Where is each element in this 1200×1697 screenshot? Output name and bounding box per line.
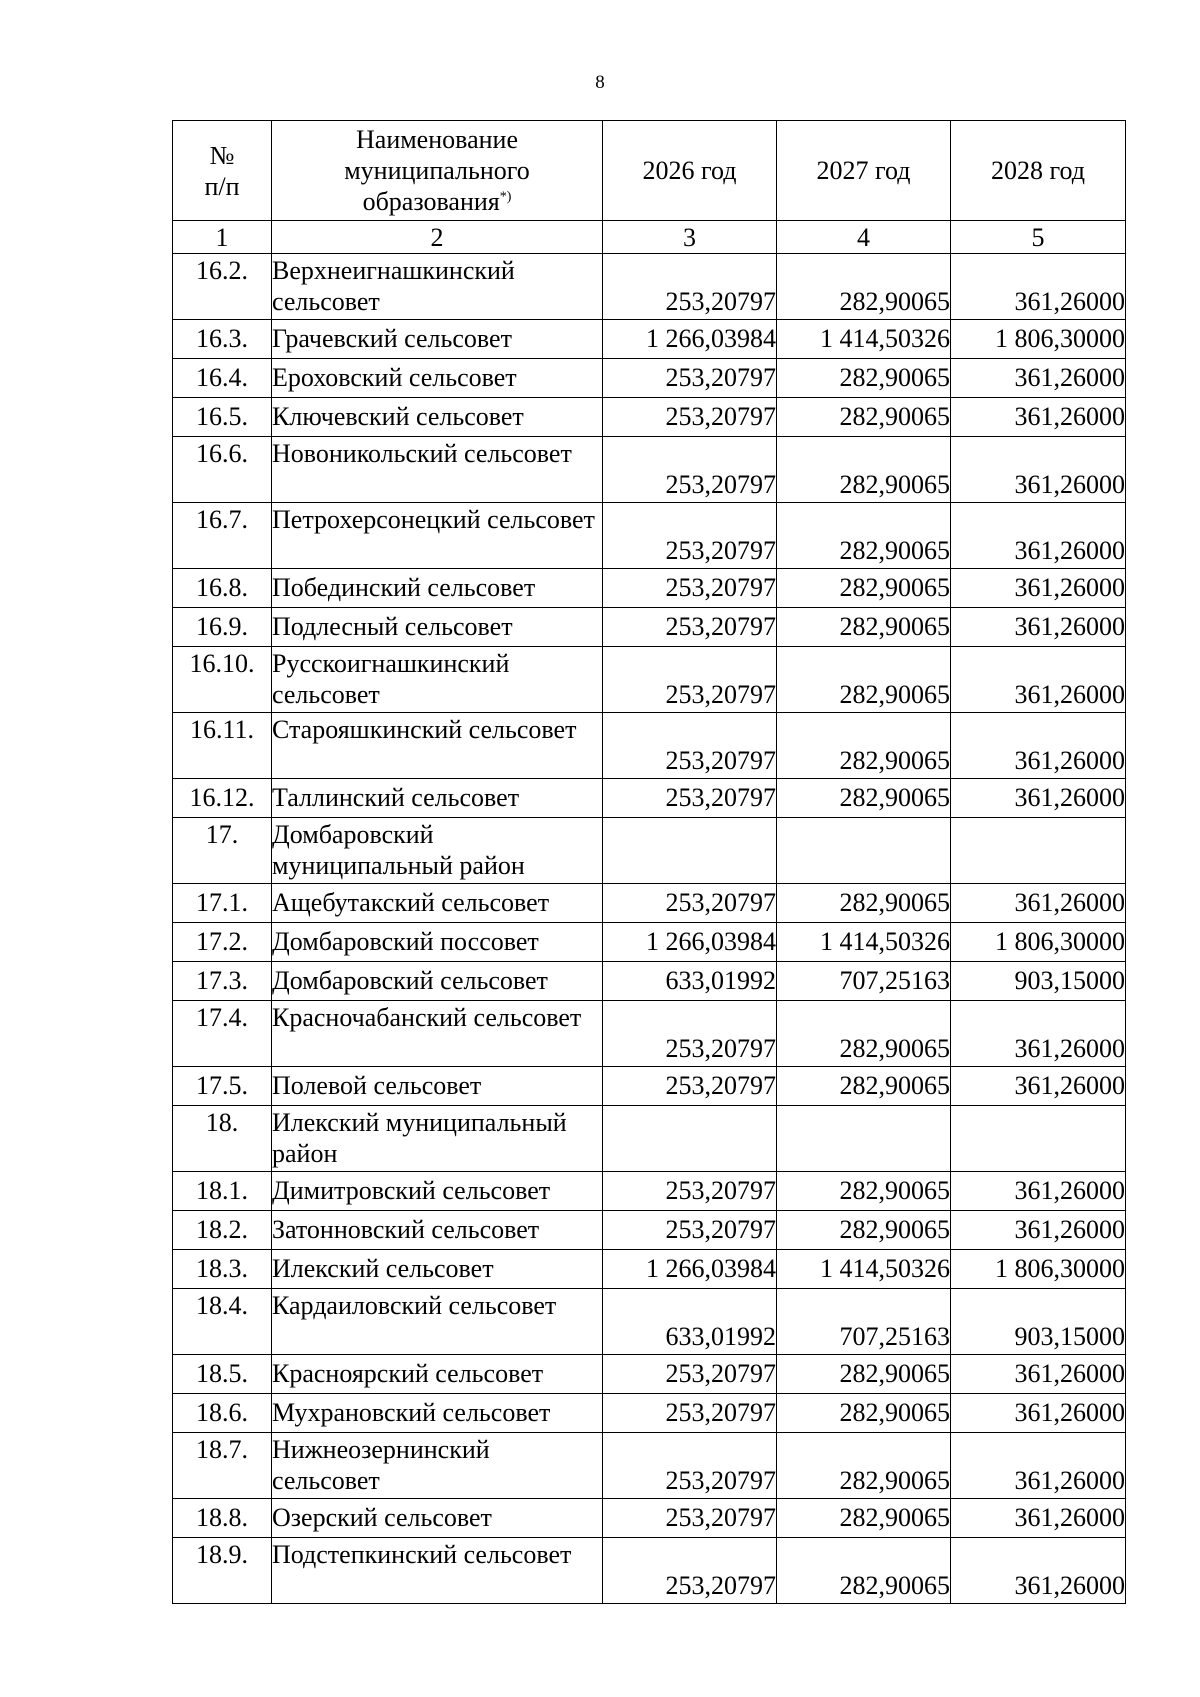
row-number: 17.2. xyxy=(173,923,272,962)
municipality-name: Таллинский сельсовет xyxy=(272,779,603,818)
value-2028 xyxy=(951,818,1126,884)
value-2027: 282,90065 xyxy=(777,1499,951,1538)
table-row xyxy=(173,1289,1126,1355)
value-2026: 253,20797 xyxy=(603,1499,777,1538)
table-row xyxy=(173,713,1126,779)
header-number xyxy=(173,121,272,221)
row-number: 18.4. xyxy=(173,1289,272,1355)
value-2026: 1 266,03984 xyxy=(603,320,777,359)
header-2027: 2027 год xyxy=(777,121,951,221)
value-2028: 361,26000 xyxy=(951,1355,1126,1394)
value-2027: 282,90065 xyxy=(777,1355,951,1394)
value-2027: 282,90065 xyxy=(777,1067,951,1106)
header-2026: 2026 год xyxy=(603,121,777,221)
row-number: 18.8. xyxy=(173,1499,272,1538)
value-2026: 253,20797 xyxy=(603,713,777,779)
value-2026: 253,20797 xyxy=(603,1067,777,1106)
table-row xyxy=(173,1538,1126,1604)
value-2028: 361,26000 xyxy=(951,1067,1126,1106)
value-2028: 1 806,30000 xyxy=(951,923,1126,962)
table-row xyxy=(173,1433,1126,1499)
column-index-cell: 1 xyxy=(173,221,272,254)
municipality-name: Ащебутакский сельсовет xyxy=(272,884,603,923)
row-number: 16.10. xyxy=(173,647,272,713)
value-2028: 1 806,30000 xyxy=(951,320,1126,359)
municipality-name: Красночабанский сельсовет xyxy=(272,1001,603,1067)
value-2026: 253,20797 xyxy=(603,569,777,608)
value-2027: 1 414,50326 xyxy=(777,1250,951,1289)
value-2028: 361,26000 xyxy=(951,608,1126,647)
header-name-footnote-mark: *) xyxy=(499,189,512,205)
municipality-name: Димитровский сельсовет xyxy=(272,1172,603,1211)
municipality-name: Ероховский сельсовет xyxy=(272,359,603,398)
municipality-name: Затонновский сельсовет xyxy=(272,1211,603,1250)
value-2027: 707,25163 xyxy=(777,962,951,1001)
value-2027 xyxy=(777,1106,951,1172)
table-row xyxy=(173,1250,1126,1289)
table-row xyxy=(173,1172,1126,1211)
value-2027: 282,90065 xyxy=(777,569,951,608)
value-2028: 361,26000 xyxy=(951,503,1126,569)
row-number: 16.12. xyxy=(173,779,272,818)
municipality-name: Мухрановский сельсовет xyxy=(272,1394,603,1433)
value-2027: 282,90065 xyxy=(777,1001,951,1067)
value-2028: 361,26000 xyxy=(951,1172,1126,1211)
value-2026: 253,20797 xyxy=(603,1211,777,1250)
table-row xyxy=(173,254,1126,320)
municipality-name: Петрохерсонецкий сельсовет xyxy=(272,503,603,569)
value-2027: 282,90065 xyxy=(777,1172,951,1211)
row-number: 16.3. xyxy=(173,320,272,359)
column-index-row xyxy=(173,221,1126,254)
value-2026: 253,20797 xyxy=(603,1538,777,1604)
column-index-cell: 5 xyxy=(951,221,1126,254)
municipality-name: Верхнеигнашкинский сельсовет xyxy=(272,254,603,320)
column-index-cell: 2 xyxy=(272,221,603,254)
row-number: 16.8. xyxy=(173,569,272,608)
municipality-name: Подлесный сельсовет xyxy=(272,608,603,647)
value-2028: 361,26000 xyxy=(951,1433,1126,1499)
municipality-name: Новоникольский сельсовет xyxy=(272,437,603,503)
column-index-cell: 4 xyxy=(777,221,951,254)
municipality-name: Грачевский сельсовет xyxy=(272,320,603,359)
value-2028: 361,26000 xyxy=(951,359,1126,398)
value-2026: 253,20797 xyxy=(603,503,777,569)
value-2028: 361,26000 xyxy=(951,1001,1126,1067)
value-2028: 361,26000 xyxy=(951,779,1126,818)
value-2027: 282,90065 xyxy=(777,779,951,818)
table-row xyxy=(173,398,1126,437)
row-number: 16.4. xyxy=(173,359,272,398)
municipality-name: Подстепкинский сельсовет xyxy=(272,1538,603,1604)
value-2026: 1 266,03984 xyxy=(603,1250,777,1289)
municipality-name: Русскоигнашкинский сельсовет xyxy=(272,647,603,713)
row-number: 16.7. xyxy=(173,503,272,569)
value-2028 xyxy=(951,1106,1126,1172)
value-2027: 282,90065 xyxy=(777,1538,951,1604)
row-number: 18.9. xyxy=(173,1538,272,1604)
value-2028: 361,26000 xyxy=(951,398,1126,437)
municipality-name: Домбаровский муниципальный район xyxy=(272,818,603,884)
municipality-name: Озерский сельсовет xyxy=(272,1499,603,1538)
row-number: 16.6. xyxy=(173,437,272,503)
row-number: 17.5. xyxy=(173,1067,272,1106)
table-row xyxy=(173,503,1126,569)
value-2026: 253,20797 xyxy=(603,1172,777,1211)
value-2026: 253,20797 xyxy=(603,1394,777,1433)
row-number: 18.5. xyxy=(173,1355,272,1394)
value-2026: 253,20797 xyxy=(603,779,777,818)
value-2027: 282,90065 xyxy=(777,1394,951,1433)
table-header-row xyxy=(173,121,1126,221)
value-2028: 361,26000 xyxy=(951,1394,1126,1433)
value-2028: 361,26000 xyxy=(951,713,1126,779)
municipality-name: Нижнеозернинский сельсовет xyxy=(272,1433,603,1499)
value-2027: 282,90065 xyxy=(777,608,951,647)
row-number: 17. xyxy=(173,818,272,884)
table-row xyxy=(173,569,1126,608)
table-row xyxy=(173,1001,1126,1067)
value-2026: 253,20797 xyxy=(603,359,777,398)
row-number: 16.9. xyxy=(173,608,272,647)
value-2028: 361,26000 xyxy=(951,1499,1126,1538)
value-2028: 903,15000 xyxy=(951,962,1126,1001)
value-2026: 253,20797 xyxy=(603,1433,777,1499)
municipality-name: Полевой сельсовет xyxy=(272,1067,603,1106)
row-number: 17.4. xyxy=(173,1001,272,1067)
value-2028: 361,26000 xyxy=(951,1538,1126,1604)
municipality-name: Побединский сельсовет xyxy=(272,569,603,608)
value-2026: 253,20797 xyxy=(603,254,777,320)
value-2026: 253,20797 xyxy=(603,398,777,437)
value-2026: 253,20797 xyxy=(603,647,777,713)
value-2026: 253,20797 xyxy=(603,1355,777,1394)
value-2026: 633,01992 xyxy=(603,1289,777,1355)
header-number-text: № п/п xyxy=(204,140,240,201)
column-index-cell: 3 xyxy=(603,221,777,254)
municipality-name: Старояшкинский сельсовет xyxy=(272,713,603,779)
value-2026: 1 266,03984 xyxy=(603,923,777,962)
value-2026: 253,20797 xyxy=(603,608,777,647)
table-row xyxy=(173,647,1126,713)
municipality-name: Илекский муниципальный район xyxy=(272,1106,603,1172)
value-2026 xyxy=(603,1106,777,1172)
value-2026: 253,20797 xyxy=(603,437,777,503)
value-2027: 282,90065 xyxy=(777,359,951,398)
value-2027: 1 414,50326 xyxy=(777,320,951,359)
value-2028: 361,26000 xyxy=(951,647,1126,713)
value-2027: 282,90065 xyxy=(777,254,951,320)
table-row xyxy=(173,608,1126,647)
value-2027: 282,90065 xyxy=(777,1433,951,1499)
municipality-name: Домбаровский поссовет xyxy=(272,923,603,962)
value-2028: 361,26000 xyxy=(951,884,1126,923)
value-2027: 282,90065 xyxy=(777,1211,951,1250)
value-2027 xyxy=(777,818,951,884)
municipality-name: Ключевский сельсовет xyxy=(272,398,603,437)
table-row xyxy=(173,884,1126,923)
table-row xyxy=(173,1106,1126,1172)
table-row xyxy=(173,359,1126,398)
value-2027: 282,90065 xyxy=(777,503,951,569)
value-2027: 1 414,50326 xyxy=(777,923,951,962)
value-2027: 282,90065 xyxy=(777,713,951,779)
value-2028: 361,26000 xyxy=(951,569,1126,608)
value-2028: 361,26000 xyxy=(951,437,1126,503)
table-row xyxy=(173,1211,1126,1250)
municipality-name: Илекский сельсовет xyxy=(272,1250,603,1289)
municipality-name: Домбаровский сельсовет xyxy=(272,962,603,1001)
value-2026: 253,20797 xyxy=(603,884,777,923)
row-number: 16.11. xyxy=(173,713,272,779)
row-number: 16.2. xyxy=(173,254,272,320)
value-2028: 361,26000 xyxy=(951,1211,1126,1250)
value-2026 xyxy=(603,818,777,884)
value-2026: 253,20797 xyxy=(603,1001,777,1067)
allocation-table xyxy=(172,120,1126,1604)
table-row xyxy=(173,779,1126,818)
municipality-name: Кардаиловский сельсовет xyxy=(272,1289,603,1355)
value-2028: 1 806,30000 xyxy=(951,1250,1126,1289)
table-row xyxy=(173,1394,1126,1433)
header-2028: 2028 год xyxy=(951,121,1126,221)
row-number: 17.3. xyxy=(173,962,272,1001)
row-number: 17.1. xyxy=(173,884,272,923)
municipality-name: Красноярский сельсовет xyxy=(272,1355,603,1394)
row-number: 18.1. xyxy=(173,1172,272,1211)
value-2027: 282,90065 xyxy=(777,884,951,923)
value-2027: 707,25163 xyxy=(777,1289,951,1355)
header-name-text: Наименование муниципального образования xyxy=(344,125,530,216)
value-2026: 633,01992 xyxy=(603,962,777,1001)
table-row xyxy=(173,320,1126,359)
value-2027: 282,90065 xyxy=(777,647,951,713)
table-row xyxy=(173,437,1126,503)
table-row xyxy=(173,923,1126,962)
table-row xyxy=(173,1499,1126,1538)
table-row xyxy=(173,1355,1126,1394)
row-number: 18.7. xyxy=(173,1433,272,1499)
header-name xyxy=(272,121,603,221)
row-number: 18. xyxy=(173,1106,272,1172)
page-number: 8 xyxy=(595,72,605,93)
value-2027: 282,90065 xyxy=(777,398,951,437)
table-row xyxy=(173,818,1126,884)
row-number: 18.6. xyxy=(173,1394,272,1433)
value-2028: 361,26000 xyxy=(951,254,1126,320)
table-row xyxy=(173,1067,1126,1106)
table-row xyxy=(173,962,1126,1001)
value-2028: 903,15000 xyxy=(951,1289,1126,1355)
row-number: 18.3. xyxy=(173,1250,272,1289)
value-2027: 282,90065 xyxy=(777,437,951,503)
row-number: 16.5. xyxy=(173,398,272,437)
row-number: 18.2. xyxy=(173,1211,272,1250)
